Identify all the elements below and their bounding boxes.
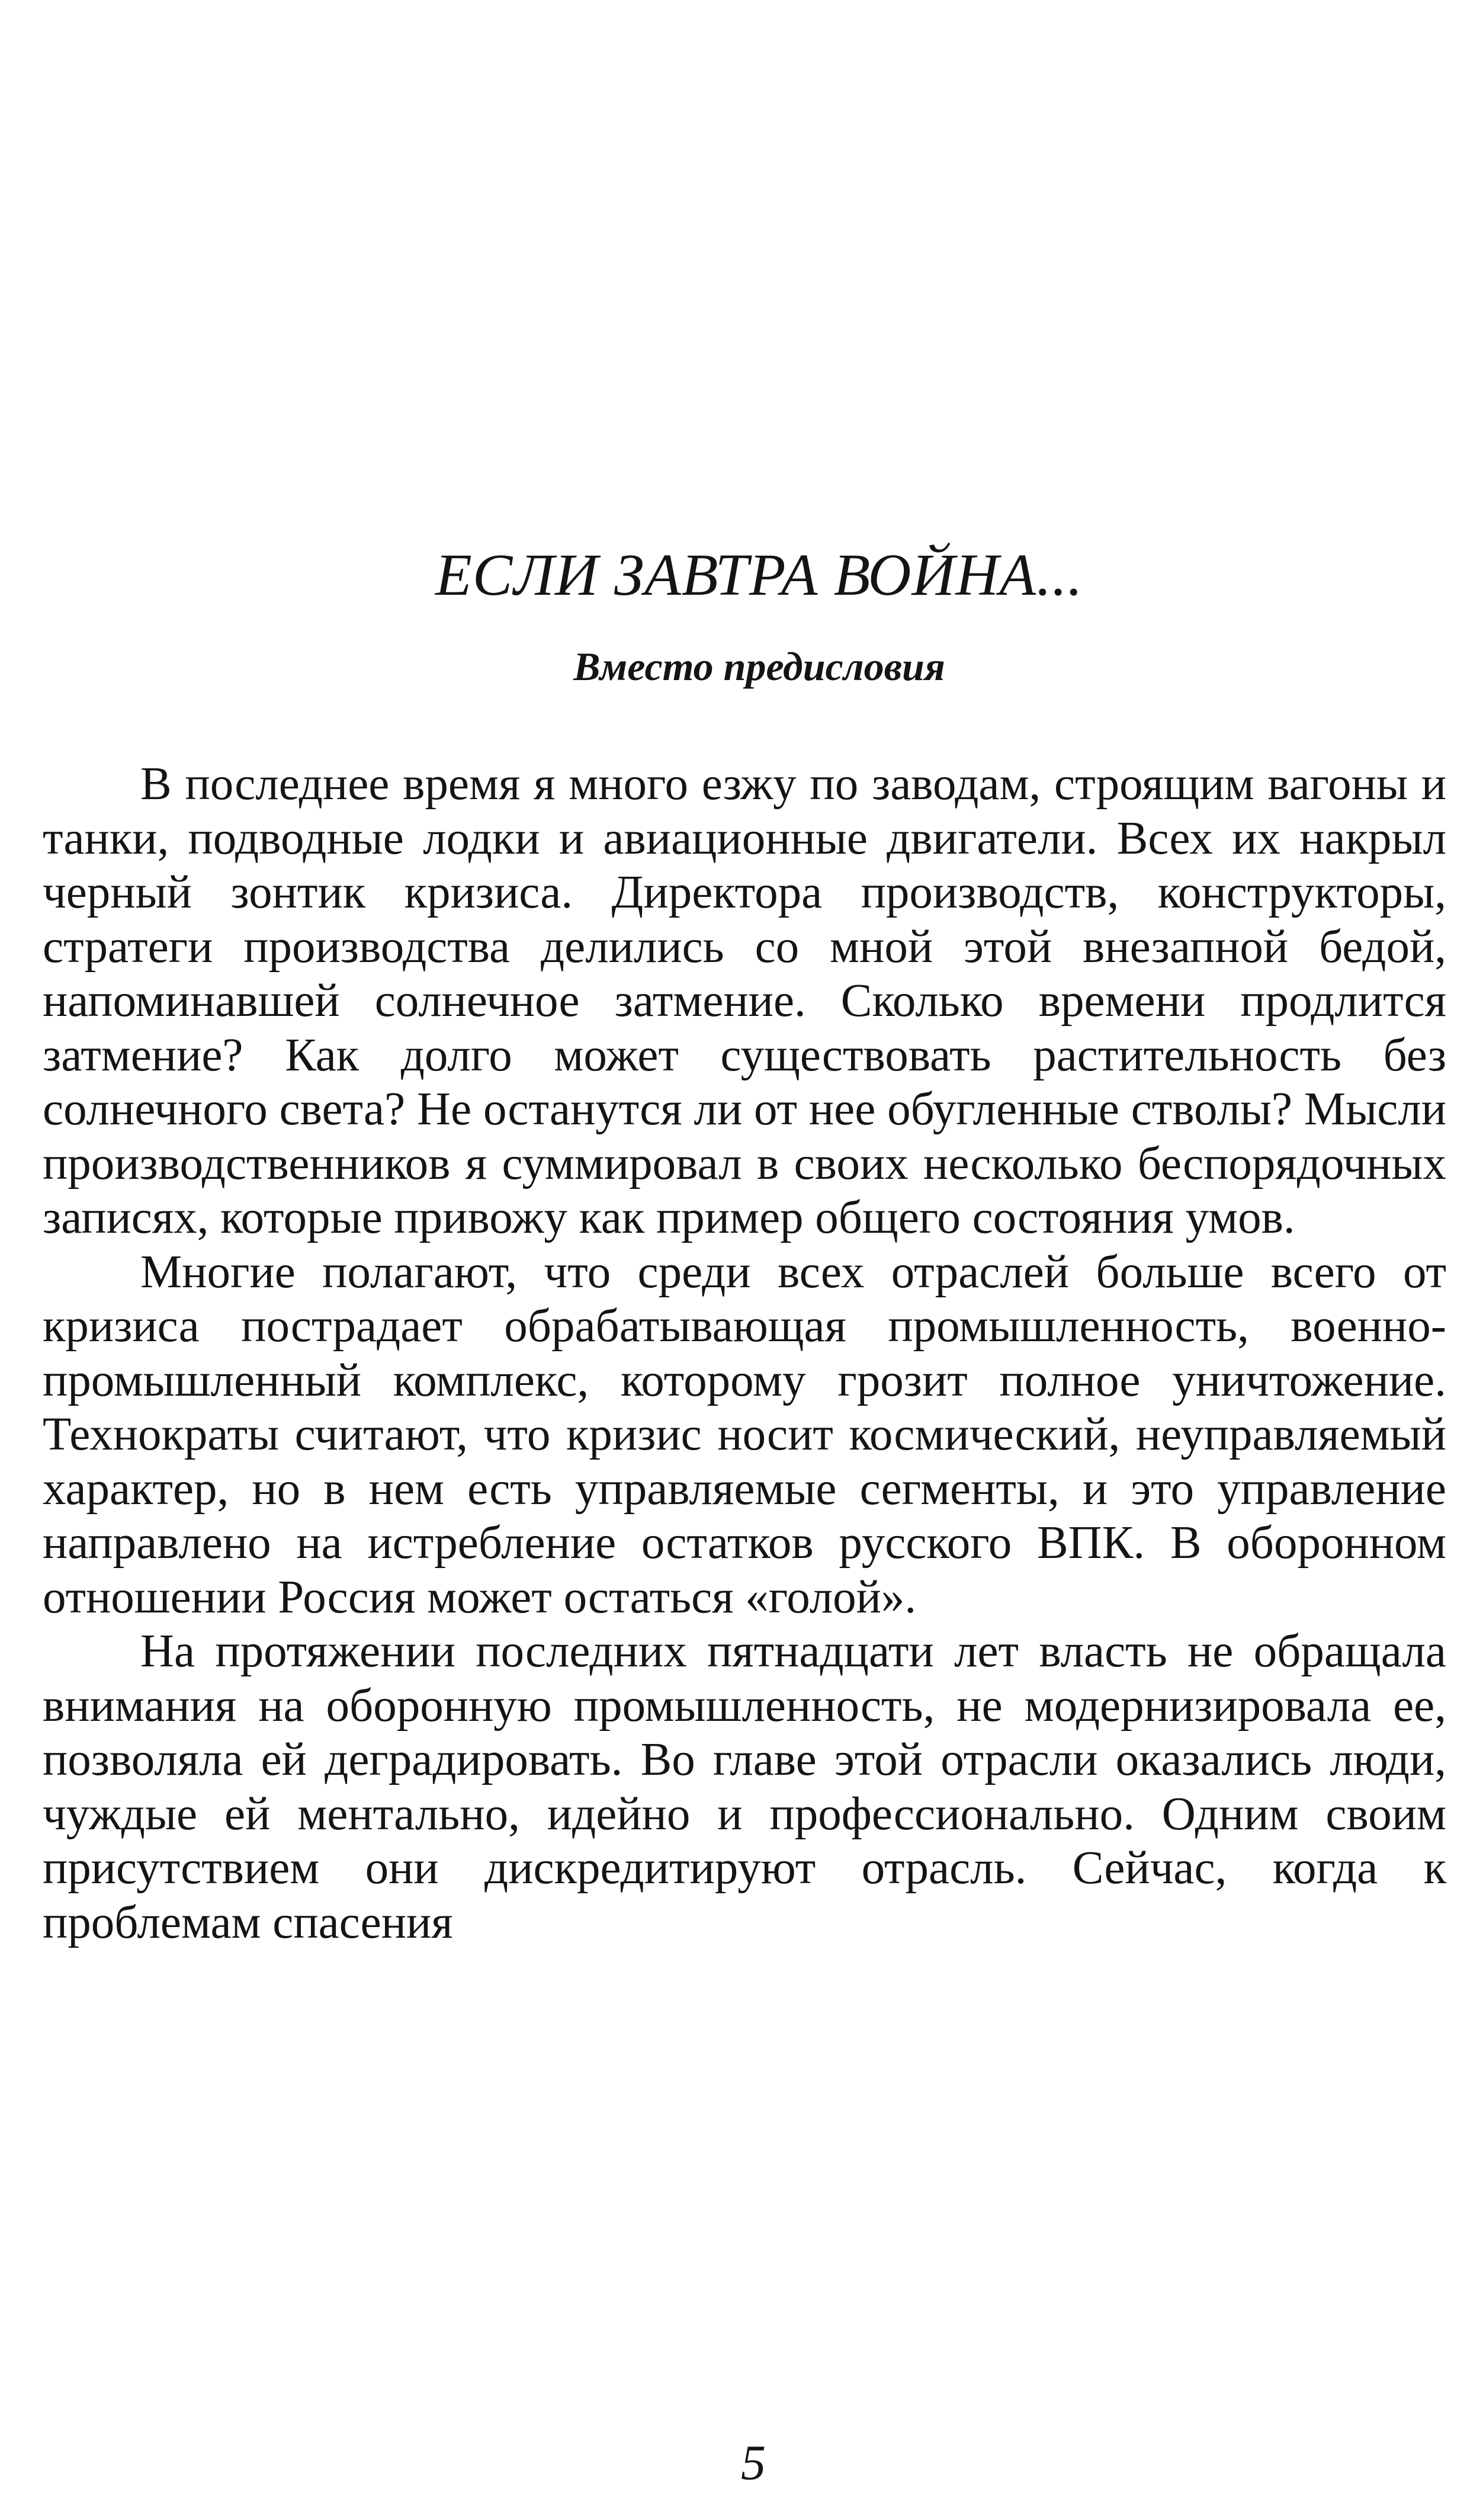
paragraph-3: На протяжении последних пятнадцати лет власть не обращала внимания на оборонную промышленность, не модернизировала ее, позволяла ей деградировать. Во главе этой отрасли оказались люди, чуждые ей ментально, идейно и профессионально. Одним своим присутствием они дискредитируют отрасль. Сейчас, когда к проблемам спасения — [43, 1626, 1446, 1948]
paragraph-2: Многие полагают, что среди всех отраслей больше всего от кризиса пострадает обрабатывающая промышленность, военно-промышленный комплекс, которому грозит полное уничтожение. Технократы считают, что кризис носит космический, неуправляемый характер, но в нем есть управляемые сегменты, и это управление направлено на истребление остатков русского ВПК. В оборонном отношении Россия может остаться «голой». — [43, 1246, 1446, 1623]
chapter-title: ЕСЛИ ЗАВТРА ВОЙНА... — [435, 541, 1083, 608]
body-text — [43, 757, 1446, 1950]
page-number: 5 — [741, 2435, 766, 2490]
paragraph-1: В последнее время я много езжу по заводам, строящим вагоны и танки, подводные лодки и авиационные двигатели. Всех их накрыл черный зонтик кризиса. Директора производств, конструкторы, стратеги производства делились со мной этой внезапной бедой, напоминавшей солнечное затмение. Сколько времени продлится затмение? Как долго может существовать растительность без солнечного света? Не останутся ли от нее обугленные стволы? Мысли производственников я суммировал в своих несколько беспорядочных записях, которые привожу как пример общего состояния умов. — [43, 758, 1446, 1243]
chapter-subtitle: Вместо предисловия — [573, 644, 945, 689]
